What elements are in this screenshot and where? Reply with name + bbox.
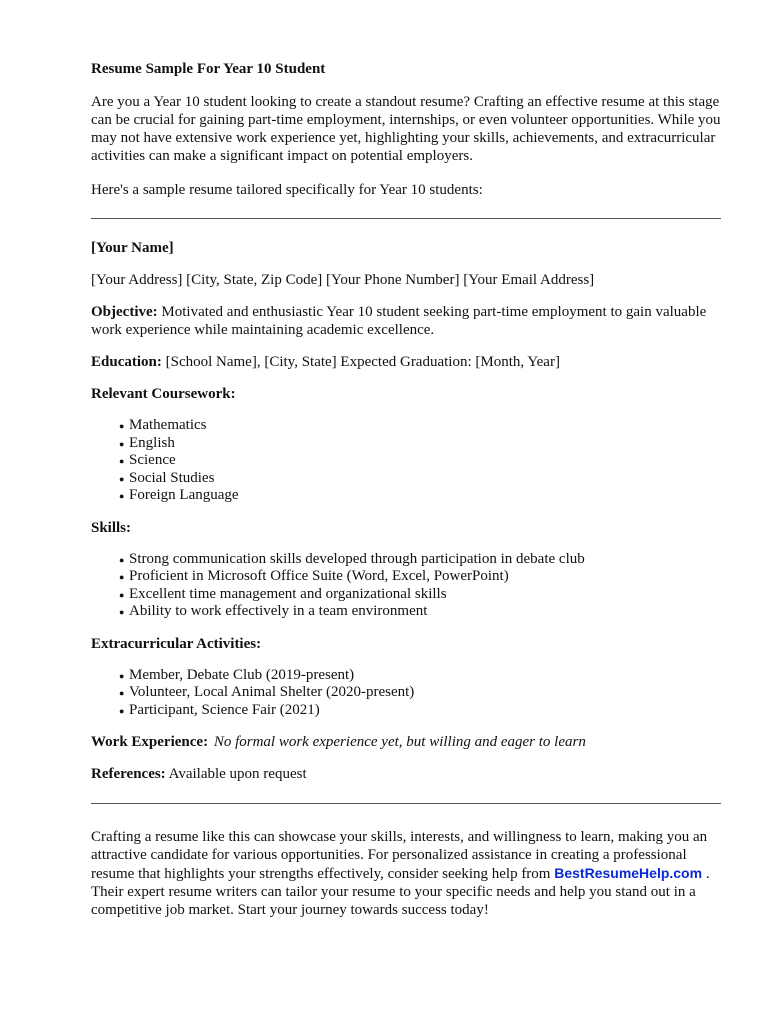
list-item [121,487,721,505]
resume-name: [Your Name] [91,240,174,256]
list-item [121,435,721,453]
list-item [121,551,721,569]
intro-paragraph: Are you a Year 10 student looking to create a standout resume? Crafting an effective resume at this stage can be crucial for gaining part-time employment, internships, or even volunteer opportunities. While you may not have extensive work experience yet, highlighting your skills, achievements, and extracurricular activities can make a significant impact on potential employers. [91,94,721,164]
list-item-text: English [129,434,175,451]
list-item [121,417,721,435]
bullet-icon [119,556,124,565]
resume-contact: [Your Address] [City, State, Zip Code] [Your Phone Number] [Your Email Address] [91,272,595,288]
references-text: Available upon request [165,766,307,782]
bullet-icon [119,492,124,501]
education-line [91,353,721,371]
bullet-icon [119,672,124,681]
bullet-icon [119,707,124,716]
list-item [121,702,721,720]
skills-heading: Skills: [91,519,132,536]
list-item-text: Social Studies [129,469,215,486]
document-page [91,60,721,919]
list-item [121,684,721,702]
list-item-text: Strong communication skills developed through participation in debate club [129,550,585,567]
education-label: Education: [91,354,162,370]
list-item-text: Member, Debate Club (2019-present) [129,666,355,683]
closing-text-after: . Their expert resume writers can tailor your resume to your specific needs and help you stand out in a competitive job market. Start your journey towards success today! [91,866,710,918]
objective-text: Motivated and enthusiastic Year 10 student seeking part-time employment to gain valuable work experience while maintaining academic excellence. [91,304,707,338]
list-item-text: Proficient in Microsoft Office Suite (Word, Excel, PowerPoint) [129,568,509,584]
bullet-icon [119,608,124,617]
bullet-icon [119,475,124,484]
skills-list [91,551,721,621]
bullet-icon [119,573,124,582]
bullet-icon [119,422,124,431]
lead-paragraph: Here's a sample resume tailored specifically for Year 10 students: [91,182,483,198]
list-item [121,470,721,488]
bottom-divider [91,803,721,804]
bullet-icon [119,457,124,466]
closing-paragraph [91,828,721,919]
education-text: [School Name], [City, State] Expected Graduation: [Month, Year] [161,354,560,370]
list-item [121,452,721,470]
coursework-list [91,417,721,505]
bullet-icon [119,591,124,600]
list-item-text: Science [129,452,176,468]
references-label: References: [91,766,166,782]
work-experience-label: Work Experience: [91,734,209,750]
list-item [121,586,721,604]
bestresumehelp-link[interactable]: BestResumeHelp.com [554,865,703,881]
bullet-icon [119,440,124,449]
list-item-text: Participant, Science Fair (2021) [129,701,320,718]
closing-text-before: Crafting a resume like this can showcase your skills, interests, and willingness to learn, making you an attractive candidate for various opportunities. For personalized assistance in creating a professional resume that highlights your strengths effectively, consider seeking help from [91,829,708,882]
work-experience-text: No formal work experience yet, but willing and eager to learn [210,734,586,750]
coursework-heading: Relevant Coursework: [91,386,236,402]
list-item-text: Foreign Language [129,487,239,503]
list-item-text: Mathematics [129,417,207,433]
list-item-text: Excellent time management and organizational skills [129,585,447,602]
list-item [121,603,721,621]
top-divider [91,218,721,219]
references-line [91,765,721,783]
work-experience-line [91,733,721,751]
activities-heading: Extracurricular Activities: [91,635,262,652]
objective-label: Objective: [91,304,158,320]
list-item [121,568,721,586]
bullet-icon [119,689,124,698]
list-item-text: Ability to work effectively in a team environment [129,603,428,619]
list-item-text: Volunteer, Local Animal Shelter (2020-present) [129,684,415,700]
activities-list [91,667,721,720]
objective-line [91,303,721,339]
list-item [121,667,721,685]
document-title: Resume Sample For Year 10 Student [91,61,326,77]
